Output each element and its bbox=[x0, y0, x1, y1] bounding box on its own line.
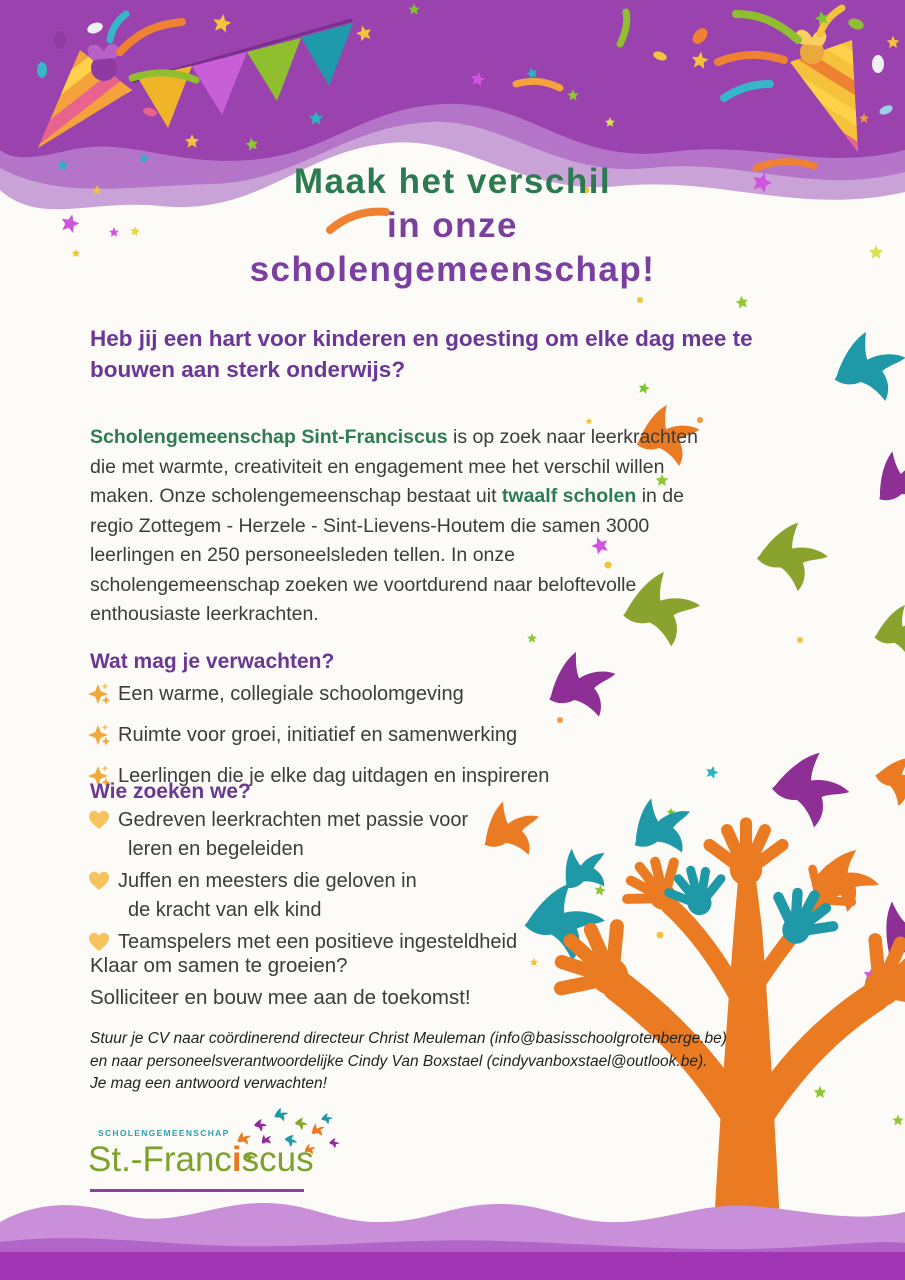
intro-paragraph bbox=[90, 423, 702, 630]
list-item-label: Teamspelers met een positieve ingesteldheid bbox=[118, 931, 518, 953]
heart-icon bbox=[88, 867, 118, 901]
contact-line-1: Stuur je CV naar coördinerend directeur Christ Meuleman (info@basisschoolgrotenberge.be) bbox=[90, 1030, 727, 1047]
title-line-3: scholengemeenschap! bbox=[249, 250, 656, 289]
body-text-2: in de regio Zottegem - Herzele - Sint-Lievens-Houtem die samen 3000 leerlingen en 250 personeelsleden tellen. In onze scholengemeenschap zoeken we voortdurend naar beloftevolle enthousiaste leerkrachten. bbox=[90, 485, 684, 625]
seeking-list bbox=[88, 806, 517, 965]
cta-line-2: Solliciteer en bouw mee aan de toekomst! bbox=[90, 986, 471, 1009]
heart-icon bbox=[88, 806, 118, 840]
org-name-bold: Scholengemeenschap Sint-Franciscus bbox=[90, 426, 448, 448]
expectations-heading: Wat mag je verwachten? bbox=[90, 650, 335, 673]
list-item bbox=[88, 867, 517, 925]
twelve-schools-bold: twaalf scholen bbox=[501, 485, 637, 507]
logo-tree-trunk-letter: i bbox=[231, 1140, 242, 1179]
contact-line-2: en naar personeelsverantwoordelijke Cindy Van Boxstael (cindyvanboxstael@outlook.be). bbox=[90, 1052, 708, 1070]
list-item bbox=[88, 806, 517, 864]
sparkle-icon bbox=[88, 719, 118, 760]
contact-line-3: Je mag een antwoord verwachten! bbox=[90, 1075, 327, 1092]
cta-line-1: Klaar om samen te groeien? bbox=[90, 954, 348, 977]
list-item-label: Ruimte voor groei, initiatief en samenwerking bbox=[118, 724, 518, 746]
contact-info bbox=[90, 1028, 727, 1096]
title-line-1: Maak het verschil bbox=[293, 162, 612, 201]
list-item-label: Juffen en meesters die geloven in de kracht van elk kind bbox=[118, 870, 417, 921]
seeking-heading: Wie zoeken we? bbox=[90, 780, 251, 803]
logo-name: St.-Franciscus bbox=[88, 1140, 314, 1179]
logo-superscript: SCHOLENGEMEENSCHAP bbox=[98, 1128, 230, 1138]
page-title bbox=[0, 160, 905, 292]
bottom-waves bbox=[0, 1203, 905, 1280]
list-item bbox=[88, 719, 549, 760]
sparkle-icon bbox=[88, 678, 118, 719]
st-franciscus-logo bbox=[88, 1128, 348, 1192]
call-to-action bbox=[90, 950, 471, 1014]
list-item-label: Een warme, collegiale schoolomgeving bbox=[118, 683, 464, 705]
body-text-1: is op zoek naar leerkrachten die met warmte, creativiteit en engagement mee het verschil willen maken. Onze scholengemeenschap bestaat uit bbox=[90, 426, 698, 507]
list-item-label: Leerlingen die je elke dag uitdagen en inspireren bbox=[118, 765, 550, 787]
list-item-label: Gedreven leerkrachten met passie voor leren en begeleiden bbox=[118, 809, 469, 860]
logo-underline bbox=[90, 1189, 304, 1192]
intro-question: Heb jij een hart voor kinderen en goesting om elke dag mee te bouwen aan sterk onderwijs? bbox=[90, 326, 753, 382]
list-item bbox=[88, 678, 549, 719]
title-line-2: in onze bbox=[386, 206, 519, 245]
